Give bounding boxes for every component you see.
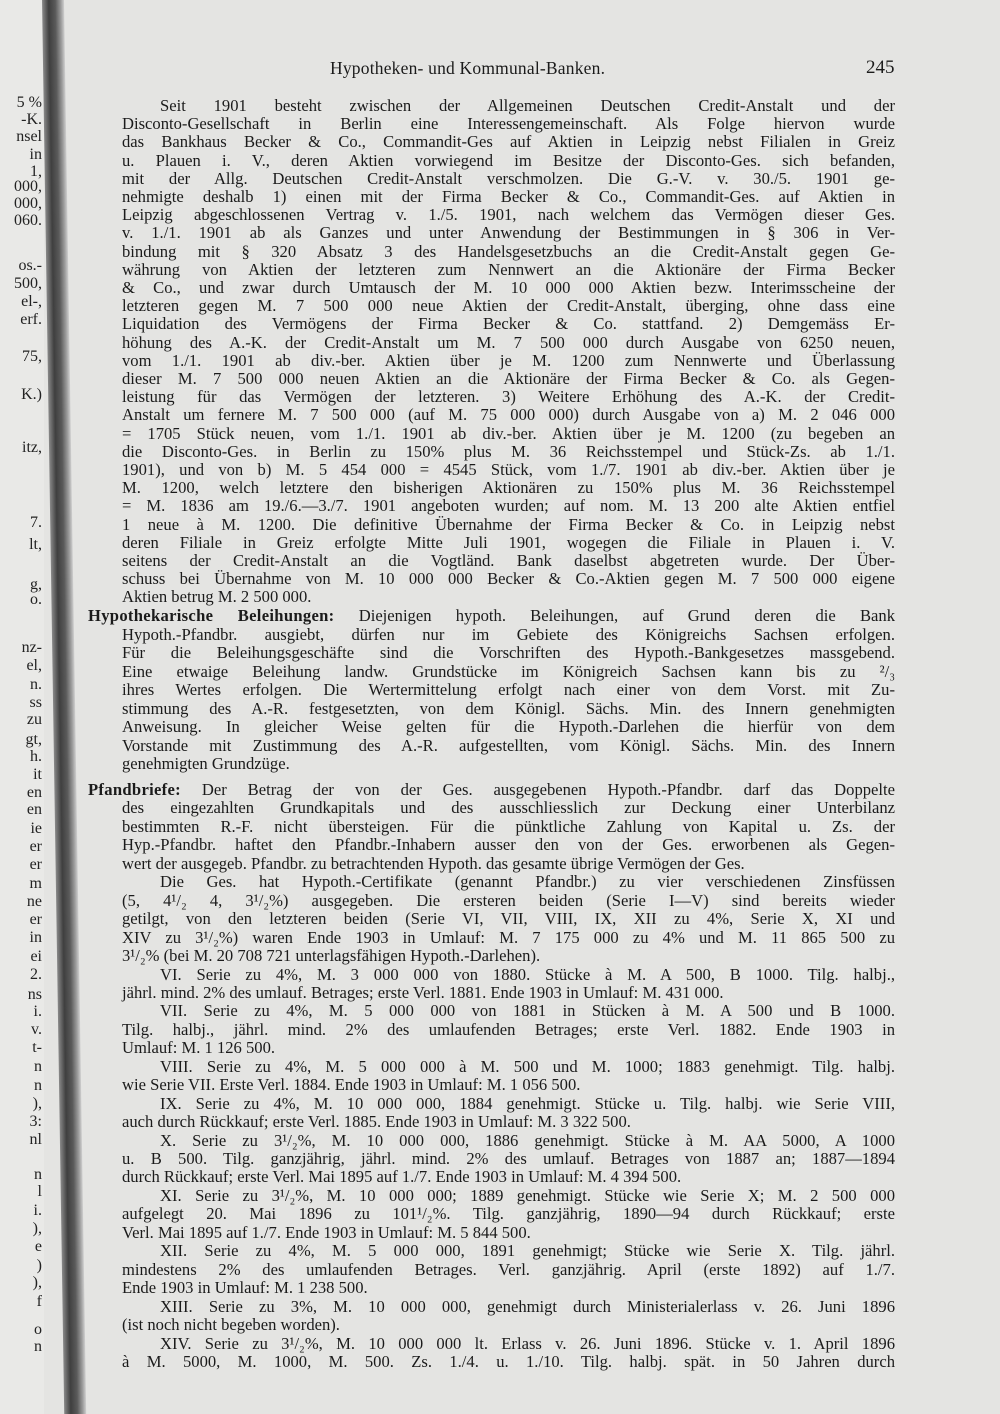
- facing-page-fragment: i.: [33, 1202, 42, 1219]
- facing-page-fragment: n: [34, 1166, 42, 1183]
- text-line: Tilg. halbj., jährl. mind. 2% des umlaufenden Betrages; erste Verl. 1882. Ende 1903 in: [122, 1019, 895, 1039]
- facing-page-fragment: el,: [26, 657, 42, 674]
- facing-page-fragment: itz,: [22, 439, 42, 456]
- facing-page-fragment: en: [26, 784, 42, 801]
- facing-page-fragment: l: [37, 1183, 42, 1200]
- text-line: 3¹/₂% (bei M. 20 708 721 unterlagsfähigen Hypoth.-Darlehen).: [122, 946, 541, 966]
- text-line: & Co., und zwar durch Umtausch der M. 10 000 000 Aktien bezw. Interimsscheine der: [122, 278, 895, 297]
- paragraph-first-line: XI. Serie zu 3¹/₂%, M. 10 000 000; 1889 genehmigt. Stücke wie Serie X; M. 2 500 000: [160, 1185, 895, 1205]
- text-line: Anstalt um fernere M. 7 500 000 (auf M. 75 000 000) durch Ausgabe von a) M. 2 046 000: [122, 405, 895, 425]
- text-line: Vorstande mit Zustimmung des A.-R. aufgestellten, vom Königl. Sächs. Min. des Innern: [122, 735, 895, 755]
- facing-page-fragment: 1,: [30, 163, 42, 180]
- text-line: Hypoth.-Pfandbr. ausgiebt, dürfen nur im Gebiete des Königreichs Sachsen erfolgen.: [122, 624, 895, 644]
- text-line: getilgt, von den letzteren beiden (Serie VI, VII, VIII, IX, XII zu 4%, Serie X, XI und: [122, 909, 895, 929]
- facing-page-fragment: ),: [32, 1095, 42, 1112]
- text-line: à M. 5000, M. 1000, M. 500. Zs. 1./4. u. 1./10. Tilg. halbj. spät. in 50 Jahren durch: [122, 1351, 895, 1371]
- facing-page-fragment: zu: [26, 711, 42, 728]
- facing-page-fragment: ns: [27, 986, 42, 1003]
- running-header-title: Hypotheken- und Kommunal-Banken.: [330, 58, 606, 78]
- text-line: = M. 1836 am 19./6.—3./7. 1901 angeboten wurden; auf nom. M. 13 200 alte Aktien entfiel: [122, 496, 895, 516]
- text-line: Liquidation des Vermögens der Firma Becker & Co. stattfand. 2) Demgemäss Er-: [122, 314, 895, 334]
- facing-page-fragment: v.: [31, 1021, 42, 1038]
- text-line: mindestens 2% des umlaufenden Betrages. Verl. ganzjährig. April (erste 1892) auf 1./7.: [122, 1259, 895, 1279]
- text-line: die Disconto-Ges. in Berlin zu 150% plus M. 36 Reichsstempel und Stück-Zs. ab 1./1.: [122, 441, 895, 461]
- paragraph-first-line: IX. Serie zu 4%, M. 10 000 000, 1884 genehmigt. Stücke u. Tilg. halbj. wie Serie VIII,: [160, 1093, 895, 1113]
- paragraph-first-line: VI. Serie zu 4%, M. 3 000 000 von 1880. Stücke à M. A 500, B 1000. Tilg. halbj.,: [160, 964, 895, 984]
- text-line: wie Serie VII. Erste Verl. 1884. Ende 1903 in Umlauf: M. 1 056 500.: [122, 1075, 581, 1095]
- text-line: Eine etwaige Beleihung landw. Grundstücke im Königreich Sachsen kann bis zu ²/₃: [122, 661, 895, 681]
- facing-page-fragment: e: [34, 1238, 42, 1255]
- text-line: = 1705 Stück neuen, vom 1./1. 1901 ab div.-ber. Aktien über je M. 1200 (zu begeben an: [122, 423, 895, 443]
- facing-page-fragment: 500,: [14, 275, 42, 292]
- text-line: das Bankhaus Becker & Co., Commandit-Ges auf Aktien in Leipzig nebst Filialen in Greiz: [122, 132, 895, 152]
- text-line: bindung mit § 320 Absatz 3 des Handelsgesetzbuchs an die Credit-Anstalt gegen Ge-: [122, 241, 895, 261]
- text-line: schuss bei Übernahme von M. 10 000 000 Becker & Co.-Aktien gegen M. 7 500 000 eigene: [122, 569, 895, 589]
- paragraph-first-line: Die Ges. hat Hypoth.-Certifikate (genannt Pfandbr.) zu vier verschiedenen Zinsfüssen: [160, 872, 895, 892]
- facing-page-fragment: lt,: [29, 536, 42, 553]
- text-line: dieser M. 7 500 000 neuen Aktien an die Aktionäre der Firma Becker & Co. als Gegen-: [122, 369, 895, 388]
- text-line-content: Diejenigen hypoth. Beleihungen, auf Grund deren die Bank: [358, 606, 895, 625]
- text-line-content: Der Betrag der von der Ges. ausgegebenen Hypoth.-Pfandbr. darf das Doppelte: [201, 780, 895, 799]
- text-line: v. 1./1. 1901 ab als Ganzes und unter Anwendung der Bestimmungen in § 306 in Ver-: [122, 223, 895, 243]
- facing-page-fragment: os.-: [18, 257, 42, 274]
- facing-page-fragment: h.: [30, 748, 42, 765]
- text-line: höhung des A.-K. der Credit-Anstalt um M. 7 500 000 durch Ausgabe von 6250 neuen,: [122, 332, 895, 352]
- text-line: 1 neue à M. 1200. Die definitive Übernahme der Firma Becker & Co. in Leipzig nebst: [122, 514, 895, 534]
- text-line: XIV zu 3¹/₂%) waren Ende 1903 in Umlauf: M. 7 175 000 zu 4% und M. 11 865 500 zu: [122, 927, 895, 947]
- facing-page-fragment: nz-: [21, 639, 42, 656]
- text-line: (ist noch nicht begeben worden).: [122, 1315, 340, 1335]
- text-line: durch Rückkauf; erste Verl. Mai 1895 auf 1./7. Ende 1903 in Umlauf: M. 4 394 500.: [122, 1167, 682, 1187]
- text-line: Umlauf: M. 1 126 500.: [122, 1038, 276, 1058]
- facing-page-fragment: 75,: [22, 348, 42, 365]
- facing-page-fragment: g,: [30, 576, 42, 593]
- facing-page-fragment: 7.: [30, 514, 42, 531]
- paragraph-first-line: [88, 607, 895, 625]
- facing-page-fragment: n.: [30, 676, 42, 693]
- facing-page-fragment: o.: [30, 591, 42, 608]
- facing-page-fragment: ss: [29, 694, 42, 711]
- facing-page-fragment: nl: [29, 1131, 42, 1148]
- facing-page-fragment: 3:: [29, 1113, 42, 1130]
- paragraph-first-line: XIV. Serie zu 3¹/₂%, M. 10 000 000 lt. Erlass v. 26. Juni 1896. Stücke v. 1. April 1896: [160, 1333, 895, 1353]
- facing-page-fragment: ),: [32, 1274, 42, 1291]
- text-line: (5, 4¹/₂ 4, 3¹/₂%) ausgegeben. Die ersteren beiden (Serie I—V) sind bereits wieder: [122, 890, 895, 910]
- text-line: genehmigten Grundzüge.: [122, 754, 290, 773]
- facing-page-fragment: i.: [33, 1003, 42, 1020]
- facing-page-fragment: n: [34, 1338, 42, 1355]
- text-line: stimmung des A.-R. festgesetzten, von dem Königl. Sächs. Min. des Innern genehmigten: [122, 698, 895, 718]
- paragraph-first-line: XII. Serie zu 4%, M. 5 000 000, 1891 genehmigt; Stücke wie Serie X. Tilg. jährl.: [160, 1241, 895, 1261]
- text-line: bestimmten R.-F. nicht übersteigen. Für die pünktliche Zahlung von Kapital u. Zs. der: [122, 816, 895, 836]
- text-line: vom 1./1. 1901 ab div.-ber. Aktien über je M. 1200 zum Nennwerte und Überlassung: [122, 350, 895, 370]
- text-line: aufgelegt 20. Mai 1896 zu 101¹/₂%. Tilg. ganzjährig, 1890—94 durch Rückkauf; erste: [122, 1204, 895, 1224]
- text-line: letzteren gegen M. 7 500 000 neue Aktien der Credit-Anstalt, überging, ohne dass eine: [122, 296, 895, 316]
- text-line: Leipzig abgeschlossenen Vertrag v. 1./5. 1901, nach welchem das Vermögen dieser Ges.: [122, 205, 895, 225]
- facing-page-fragment: ),: [32, 1220, 42, 1237]
- text-line: Anweisung. In gleicher Weise gelten für die Hypoth.-Darlehen die hierfür von dem: [122, 717, 895, 736]
- text-line: seitens der Credit-Anstalt an die Vogtländ. Bank daselbst abgetreten wurde. Der Über-: [122, 551, 895, 570]
- facing-page-fragment: m: [29, 875, 42, 892]
- facing-page-fragment: n: [34, 1077, 42, 1094]
- text-line: deren Filiale in Greiz erfolgte Mitte Juli 1901, wogegen die Filiale in Plauen i. V.: [122, 532, 895, 552]
- page-number: 245: [866, 57, 895, 78]
- facing-page-fragment: n: [34, 1058, 42, 1075]
- text-line: leistung für das Vermögen der letzteren. 3) Weitere Erhöhung des A.-K. der Credit-: [122, 387, 895, 407]
- paragraph-first-line: [88, 781, 895, 799]
- text-line: mit der Allg. Deutschen Credit-Anstalt verschmolzen. Die G.-V. v. 30./5. 1901 ge-: [122, 168, 895, 188]
- facing-page-fragment: el-,: [21, 293, 42, 310]
- text-line: Verl. Mai 1895 auf 1./7. Ende 1903 in Umlauf: M. 5 844 500.: [122, 1222, 531, 1242]
- paragraph-first-line: Seit 1901 besteht zwischen der Allgemeinen Deutschen Credit-Anstalt und der: [160, 96, 895, 115]
- facing-page-fragment: -K.: [21, 111, 42, 128]
- text-line: ihres Wertes erfolgen. Die Wertermittelung erfolgt nach einer von dem Vorst. mit Zu-: [122, 680, 895, 699]
- paragraph-first-line: VIII. Serie zu 4%, M. 5 000 000 à M. 500 und M. 1000; 1883 genehmigt. Tilg. halbj.: [160, 1056, 895, 1076]
- section-heading: Hypothekarische Beleihungen:: [88, 606, 335, 625]
- text-line: währung von Aktien der letzteren zum Nennwert an die Aktionäre der Firma Becker: [122, 259, 895, 279]
- facing-page-fragment: 5 %: [16, 94, 42, 111]
- text-line: Aktien betrug M. 2 500 000.: [122, 587, 312, 607]
- facing-page-fragment: o: [34, 1321, 42, 1338]
- text-line: Hyp.-Pfandbr. haftet den Pfandbr.-Inhabern ausser den von der Ges. erworbenen als Gegen-: [122, 835, 895, 855]
- facing-page-fragment: it: [33, 766, 42, 783]
- facing-page-fragment: er: [29, 838, 42, 855]
- facing-page-fragment: gt,: [25, 731, 42, 748]
- facing-page-fragment: nsel: [16, 128, 42, 145]
- text-line: auch durch Rückkauf; erste Verl. 1885. Ende 1903 in Umlauf: M. 3 322 500.: [122, 1112, 631, 1132]
- text-line: wert der ausgegeb. Pfandbr. zu betrachtenden Hypoth. das gesamte übrige Vermögen der Ges.: [122, 853, 745, 873]
- paragraph-first-line: X. Serie zu 3¹/₂%, M. 10 000 000, 1886 genehmigt. Stücke à M. AA 5000, A 1000: [160, 1130, 895, 1150]
- facing-page-fragment: ne: [26, 893, 42, 910]
- facing-page-fragment: 2.: [30, 966, 42, 983]
- text-line: des eingezahlten Grundkapitals und des ausschliesslich zur Deckung einer Unterbilanz: [122, 798, 895, 818]
- section-heading: Pfandbriefe:: [88, 780, 182, 799]
- book-gutter-shadow: [42, 0, 86, 1414]
- facing-page-fragment: 000,: [14, 195, 42, 212]
- facing-page-fragment: t-: [32, 1039, 42, 1056]
- facing-page-margin: [0, 0, 44, 1414]
- text-line: Disconto-Gesellschaft in Berlin eine Interessengemeinschaft. Als Folge hiervon wurde: [122, 114, 895, 134]
- facing-page-fragment: f: [36, 1293, 42, 1310]
- text-line: u. Plauen i. V., deren Aktien vorwiegend im Besitze der Disconto-Ges. sich befanden,: [122, 150, 895, 170]
- text-line: nehmigte deshalb 1) einen mit der Firma Becker & Co., Commandit-Ges. auf Aktien in: [122, 187, 895, 206]
- facing-page-fragment: ie: [30, 820, 42, 837]
- facing-page-fragment: en: [26, 801, 42, 818]
- facing-page-fragment: K.): [21, 386, 42, 403]
- facing-page-fragment: erf.: [20, 311, 42, 328]
- facing-page-fragment: 000,: [14, 178, 42, 195]
- paragraph-first-line: XIII. Serie zu 3%, M. 10 000 000, genehmigt durch Ministerialerlass v. 26. Juni 1896: [160, 1296, 895, 1316]
- text-line: u. B 500. Tilg. ganzjährig, jährl. mind. 2% des umlauf. Betrages von 1887 an; 1887—1894: [122, 1149, 895, 1168]
- facing-page-fragment: er: [29, 856, 42, 873]
- facing-page-fragment: in: [29, 146, 42, 163]
- text-line: 1901), und von b) M. 5 454 000 = 4545 Stück, vom 1./7. 1901 ab div.-ber. Aktien über je: [122, 460, 895, 479]
- text-line: Ende 1903 in Umlauf: M. 1 238 500.: [122, 1278, 368, 1298]
- facing-page-fragment: ei: [30, 948, 42, 965]
- text-line: M. 1200, welch letztere den bisherigen Aktionären zu 150% plus M. 36 Reichsstempel: [122, 478, 895, 498]
- facing-page-fragment: in: [29, 929, 42, 946]
- facing-page-fragment: er: [29, 911, 42, 928]
- text-line: Für die Beleihungsgeschäfte sind die Vorschriften des Hypoth.-Bankgesetzes massgebend.: [122, 643, 895, 662]
- facing-page-fragment: 060.: [14, 212, 42, 229]
- text-line: jährl. mind. 2% des umlauf. Betrages; erste Verl. 1881. Ende 1903 in Umlauf: M. 431 000.: [122, 982, 724, 1002]
- paragraph-first-line: VII. Serie zu 4%, M. 5 000 000 von 1881 in Stücken à M. A 500 und B 1000.: [160, 1001, 895, 1021]
- facing-page-fragment: ): [36, 1257, 42, 1274]
